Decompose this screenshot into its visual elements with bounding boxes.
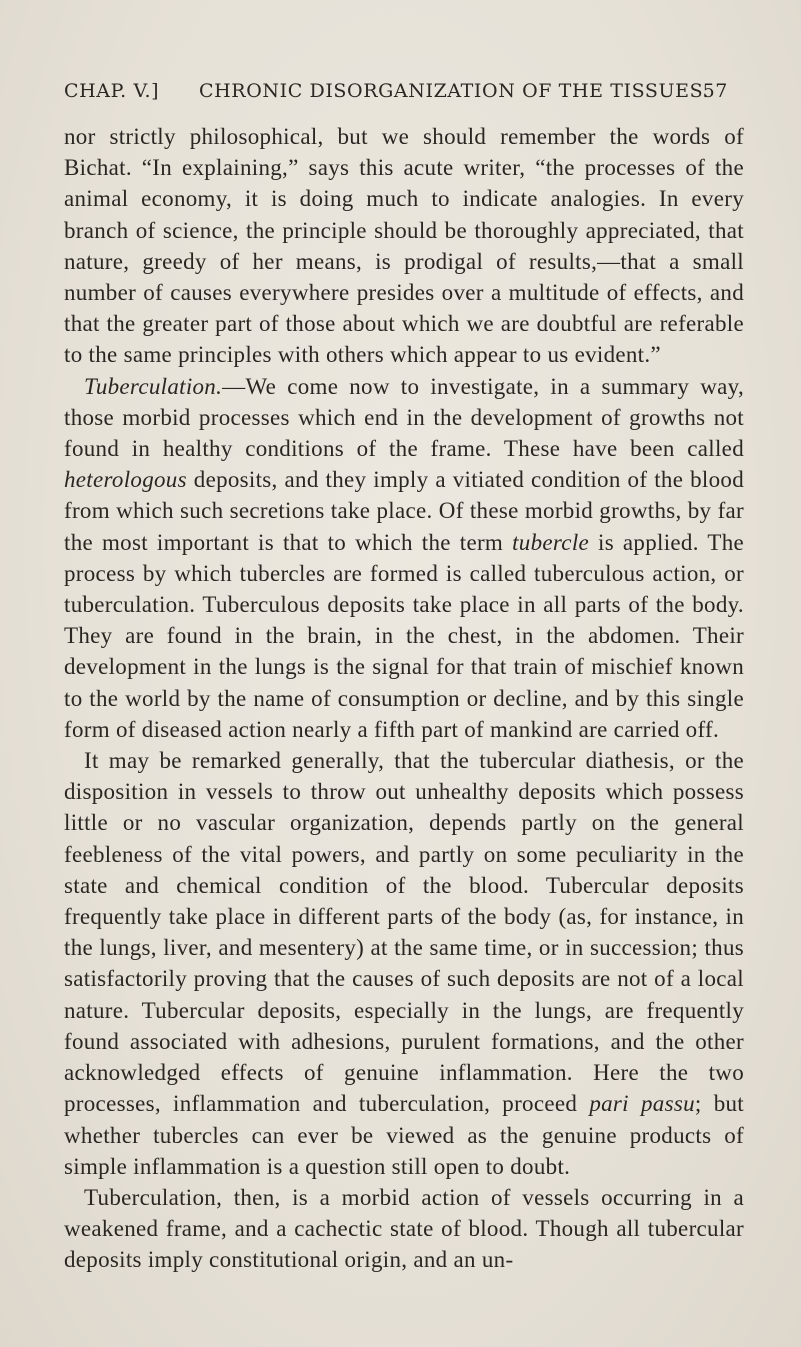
- text-run: deposits, and they imply a vitiated condition of the blood from which such secretions take place. Of these morbid growths, by far the most important is that to which the term: [64, 467, 744, 555]
- page-number: 57: [702, 80, 728, 102]
- text-run: It may be remarked generally, that the tubercular diathesis, or the disposition in vessels to throw out unhealthy deposits which possess little or no vascular organization, depends partly on the general feebleness of the vital powers, and partly on some peculiarity in the state and chemical condition of the blood. Tubercular deposits frequently take place in different parts of the body (as, for instance, in the lungs, liver, and mesentery) at the same time, or in succession; thus satisfactorily proving that the causes of such deposits are not of a local nature. Tubercular deposits, especially in the lungs, are frequently found associated with adhesions, purulent formations, and the other acknowledged effects of genuine inflammation. Here the two processes, inflammation and tuberculation, proceed: [64, 748, 744, 1117]
- paragraph: [64, 1182, 744, 1276]
- page-header: [64, 80, 728, 108]
- paragraph: [64, 745, 744, 1182]
- text-run: —We come now to investigate, in a summary way, those morbid processes which end in the development of growths not found in healthy conditions of the frame. These have been called: [64, 373, 744, 462]
- text-run: is applied. The process by which tubercles are formed is called tuberculous action, or tuberculation. Tuberculous deposits take place in all parts of the body. They are found in the brain, in the chest, in the abdomen. Their development in the lungs is the signal for that train of mischief known to the world by the name of consumption or decline, and by this single form of diseased action nearly a fifth part of mankind are carried off.: [64, 529, 745, 742]
- italic-term: heterologous: [64, 467, 187, 493]
- italic-term: tubercle: [512, 529, 590, 555]
- text-run: nor strictly philosophical, but we should remember the words of Bichat. “In explaining,” says this acute writer, “the processes of the animal economy, it is doing much to indicate analogies. In every branch of science, the principle should be thoroughly appreciated, that nature, greedy of her means, is prodigal of results,—that a small number of causes everywhere presides over a multitude of effects, and that the greater part of those about which we are doubtful are referable to the same principles with others which appear to us evident.”: [64, 124, 744, 368]
- running-title: CHRONIC DISORGANIZATION OF THE TISSUES.: [199, 80, 710, 102]
- text-run: ; but whether tubercles can ever be viewed as the genuine products of simple inflammation is a question still open to doubt.: [64, 1091, 744, 1179]
- paragraph: [64, 121, 744, 371]
- italic-heading: Tuberculation.: [84, 373, 223, 399]
- body-text: [64, 121, 744, 1276]
- italic-term: pari passu: [589, 1091, 695, 1117]
- text-run: Tuberculation, then, is a morbid action of vessels occurring in a weakened frame, and a cachectic state of blood. Though all tubercular deposits imply constitutional origin, and an un-: [64, 1184, 744, 1273]
- chapter-label: CHAP. V.]: [64, 80, 160, 102]
- paragraph: [64, 371, 744, 745]
